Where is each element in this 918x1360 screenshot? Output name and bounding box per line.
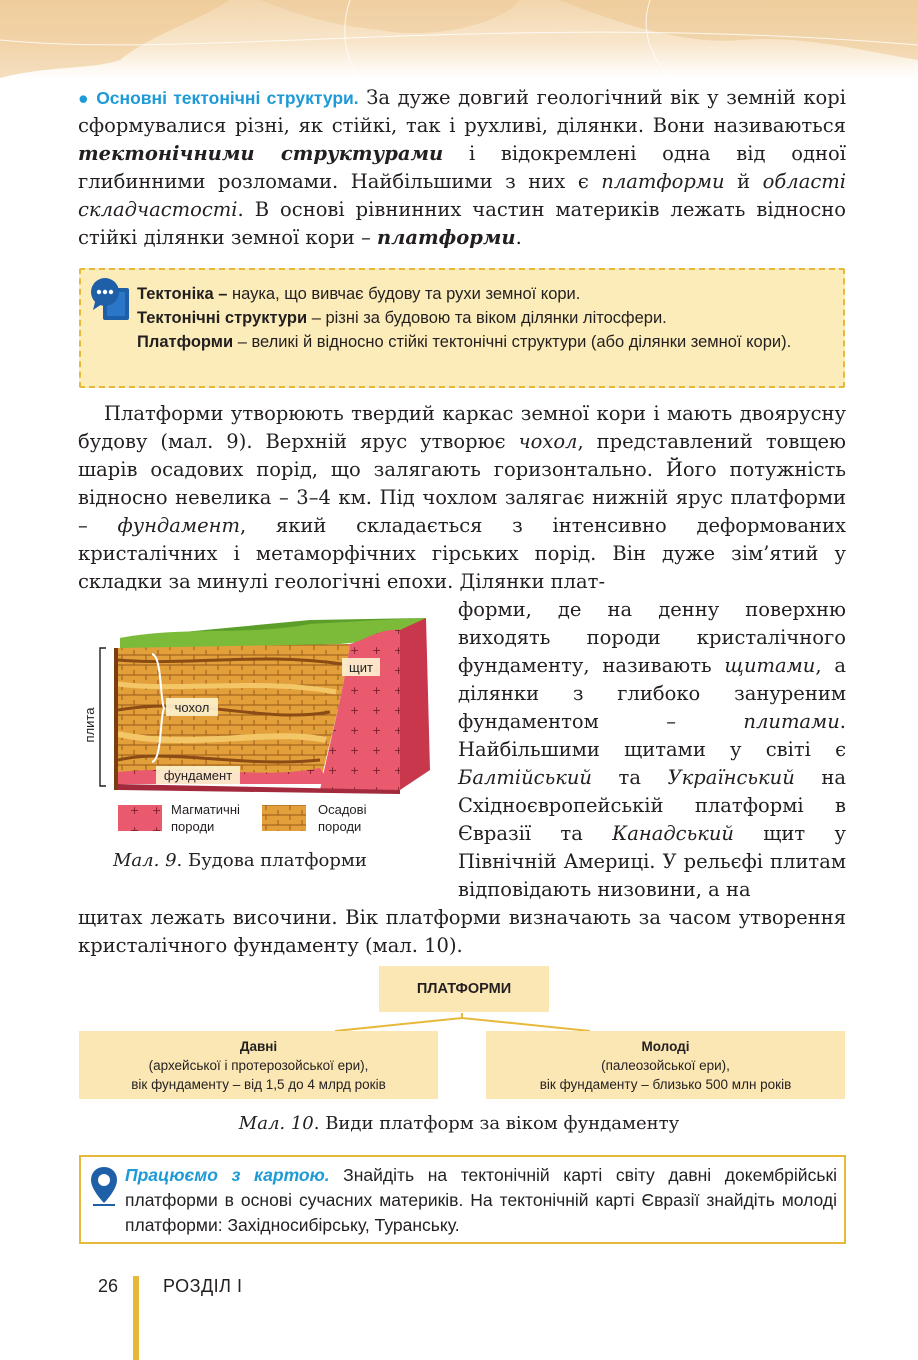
map-task-box <box>79 1155 846 1244</box>
map-pin-icon <box>89 1165 119 1207</box>
platforms-root-box: ПЛАТФОРМИ <box>379 966 549 1012</box>
intro-paragraph: ● Основні тектонічні структури. За дуже довгий геологічний вік у земній корі сформувалися різні, як стійкі, так і рухливі, ділянки. Вони називаються тектонічними структурами і відокремлені одна від одної глибинними розломами. Найбільшими з них є платформи й області складчастості. В основі рівнинних частин материків лежать відносно стійкі ділянки земної кори – платформи. <box>78 86 847 249</box>
svg-text:породи: породи <box>318 819 362 834</box>
definition-item: Тектоніка – наука, що вивчає будову та рухи земної кори. <box>137 285 581 303</box>
page-number: 26 <box>98 1276 119 1296</box>
svg-text:Осадові: Осадові <box>318 802 367 817</box>
svg-text:Магматичні: Магматичні <box>171 802 240 817</box>
ancient-platforms-box: Давні (архейської і протерозойської ери), вік фундаменту – від 1,5 до 4 млрд років <box>79 1031 438 1099</box>
figure-10-caption: Мал. 10. Види платформ за віком фундаменту <box>238 1113 680 1134</box>
footer-accent-bar <box>133 1276 139 1360</box>
definition-item: Тектонічні структури – різні за будовою та віком ділянки літосфери. <box>137 309 667 327</box>
label-chokhol: чохол <box>174 700 210 715</box>
map-task-text: Працюємо з картою. Знайдіть на тектонічній карті світу давні докембрійські платформи в основі сучасних материків. На тектонічній карті Євразії знайдіть молоді платформи: Західносибірську, Туранську. <box>125 1165 837 1235</box>
young-platforms-box: Молоді (палеозойської ери), вік фундаменту – близько 500 млн років <box>486 1031 845 1099</box>
definition-item: Платформи – великі й відносно стійкі тектонічні структури (або ділянки земної кори). <box>137 333 792 351</box>
label-plyta: плита <box>82 707 97 743</box>
section-title: РОЗДІЛ І <box>163 1276 243 1296</box>
section-heading: ● Основні тектонічні структури. <box>78 88 359 108</box>
shields-paragraph: форми, де на денну поверхню виходять породи кристалічного фундаменту, називають щитами, а ділянки з глибоко зануреним фундаментом – плитами. Найбільшими щитами у світі є Балтійський та Український на Східноєвропейській платформі в Євразії та Канадський щит у Північній Америці. У рельєфі плитам відповідають низовини, а на <box>458 598 847 901</box>
platform-paragraph: Платформи утворюють твердий каркас земної кори і мають двоярусну будову (мал. 9). Верхній ярус утворює чохол, представлений товщею шарів осадових порід, що залягають горизонтально. Його потужність відносно невелика – 3–4 км. Під чохлом залягає нижній ярус платформи – фундамент, який складається з інтенсивно деформованих кристалічних і метаморфічних гірських порід. Він дуже зім’ятий у складки за минулі геологічні епохи. Ділянки плат- <box>78 402 846 593</box>
svg-text:породи: породи <box>171 819 215 834</box>
figure-9-caption: Мал. 9. Будова платформи <box>113 850 367 871</box>
platform-age-paragraph: щитах лежать височини. Вік платформи визначають за часом утворення кристалічного фундаменту (мал. 10). <box>78 906 846 957</box>
label-shchyt: щит <box>349 660 373 675</box>
label-fundament: фундамент <box>163 768 233 783</box>
